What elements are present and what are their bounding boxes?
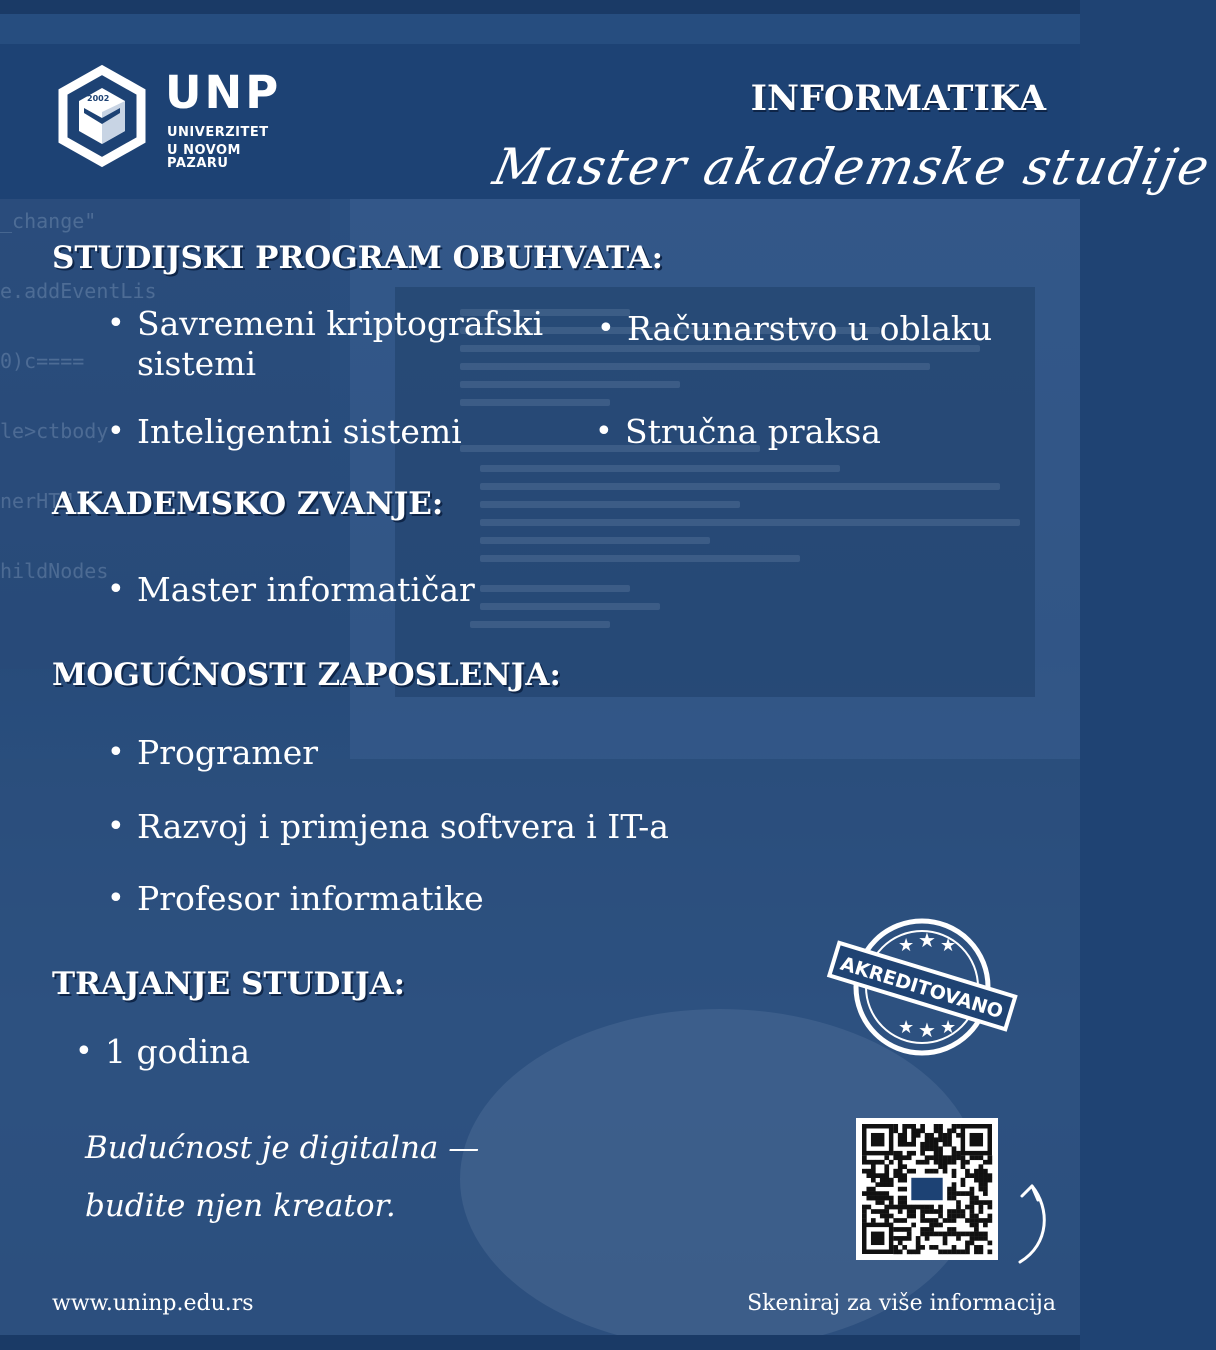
list-item: • Master informatičar xyxy=(137,571,475,609)
qr-center-logo xyxy=(911,1178,942,1200)
qr-code[interactable] xyxy=(856,1118,998,1260)
qr-finder-pattern xyxy=(871,1133,884,1146)
svg-text:★: ★ xyxy=(940,935,957,956)
top-strip xyxy=(0,0,1080,14)
list-item: • Profesor informatike xyxy=(137,880,484,918)
quote-line2: budite njen kreator. xyxy=(85,1188,396,1224)
quote-line1: Budućnost je digitalna — xyxy=(85,1130,480,1166)
list-item: • Razvoj i primjena softvera i IT-a xyxy=(137,808,669,846)
bottom-strip xyxy=(0,1335,1080,1350)
background-photo: _change" e.addEventLis 0)c==== le>ctbody nerHTM hildNodes xyxy=(0,199,1080,1335)
section-jobs-title: MOGUĆNOSTI ZAPOSLENJA: xyxy=(52,657,561,693)
top-strip-light xyxy=(0,14,1080,44)
qr-finder-pattern xyxy=(970,1133,983,1146)
list-item: • Stručna praksa xyxy=(625,413,881,451)
svg-text:★: ★ xyxy=(898,1017,915,1038)
unp-logo[interactable] xyxy=(57,66,287,172)
section-degree-title: AKADEMSKO ZVANJE: xyxy=(52,486,444,522)
curved-arrow-icon xyxy=(1010,1178,1055,1266)
svg-text:★: ★ xyxy=(918,1018,936,1042)
svg-text:★: ★ xyxy=(898,935,915,956)
svg-text:★: ★ xyxy=(940,1017,957,1038)
stamp-text: AKREDITOVANO xyxy=(837,952,1006,1024)
scan-caption: Skeniraj za više informacija xyxy=(747,1291,1056,1316)
logo-line2: U NOVOM PAZARU xyxy=(167,143,241,171)
logo-line1: UNIVERZITET xyxy=(167,125,269,140)
list-item: • Programer xyxy=(137,734,318,772)
list-item-continued: sistemi xyxy=(137,344,257,383)
program-subtitle: Master akademske studije xyxy=(488,138,1216,196)
logo-brand: UNP xyxy=(165,66,282,119)
list-item: • 1 godina xyxy=(105,1033,250,1071)
accreditation-stamp xyxy=(826,917,1012,1057)
program-title: INFORMATIKA xyxy=(750,78,1046,119)
list-item: • Inteligentni sistemi xyxy=(137,413,462,451)
hexagon-logo-icon xyxy=(57,66,147,166)
list-item: • Savremeni kriptografski xyxy=(137,305,543,343)
qr-finder-pattern xyxy=(871,1232,884,1245)
qr-code-icon xyxy=(856,1118,998,1260)
list-item: • Računarstvo u oblaku xyxy=(627,310,992,348)
logo-year: 2002 xyxy=(87,94,110,103)
website-link[interactable]: www.uninp.edu.rs xyxy=(52,1291,254,1316)
svg-text:★: ★ xyxy=(918,928,936,952)
section-program-title: STUDIJSKI PROGRAM OBUHVATA: xyxy=(52,240,664,276)
section-duration-title: TRAJANJE STUDIJA: xyxy=(52,966,406,1002)
